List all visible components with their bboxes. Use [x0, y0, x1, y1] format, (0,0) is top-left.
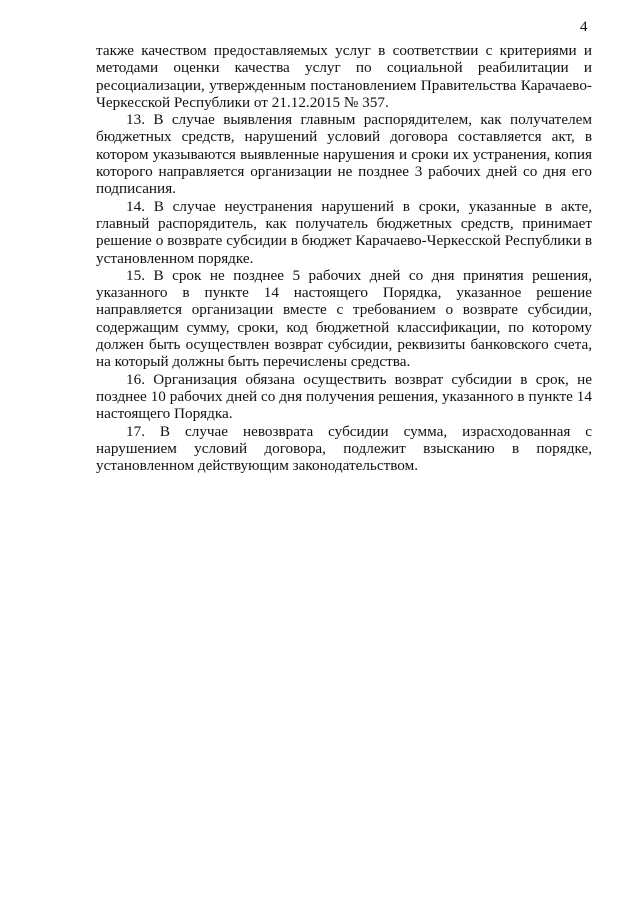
page-number: 4 [580, 19, 588, 35]
paragraph-13: 13. В случае выявления главным распорядителем, как получателем бюджетных средств, нарушений условий договора составляется акт, в котором указываются выявленные нарушения и сроки их устранения, копия которого направляется организации не позднее 3 рабочих дней со дня его подписания. [96, 111, 592, 198]
document-body [96, 42, 592, 474]
paragraph-15: 15. В срок не позднее 5 рабочих дней со дня принятия решения, указанного в пункте 14 настоящего Порядка, указанное решение направляется организации вместе с требованием о возврате субсидии, содержащим сумму, сроки, код бюджетной классификации, по которому должен быть осуществлен возврат субсидии, реквизиты банковского счета, на который должны быть перечислены средства. [96, 266, 592, 371]
paragraph-14: 14. В случае неустранения нарушений в сроки, указанные в акте, главный распорядитель, как получатель бюджетных средств, принимает решение о возврате субсидии в бюджет Карачаево-Черкесской Республики в установленном порядке. [96, 197, 592, 267]
paragraph-17: 17. В случае невозврата субсидии сумма, израсходованная с нарушением условий договора, подлежит взысканию в порядке, установленном действующим законодательством. [96, 422, 592, 475]
paragraph-continuation: также качеством предоставляемых услуг в соответствии с критериями и методами оценки качества услуг по социальной реабилитации и ресоциализации, утвержденным постановлением Правительства Карачаево-Черкесской Республики от 21.12.2015 № 357. [96, 42, 592, 111]
paragraph-16: 16. Организация обязана осуществить возврат субсидии в срок, не позднее 10 рабочих дней со дня получения решения, указанного в пункте 14 настоящего Порядка. [96, 370, 592, 423]
